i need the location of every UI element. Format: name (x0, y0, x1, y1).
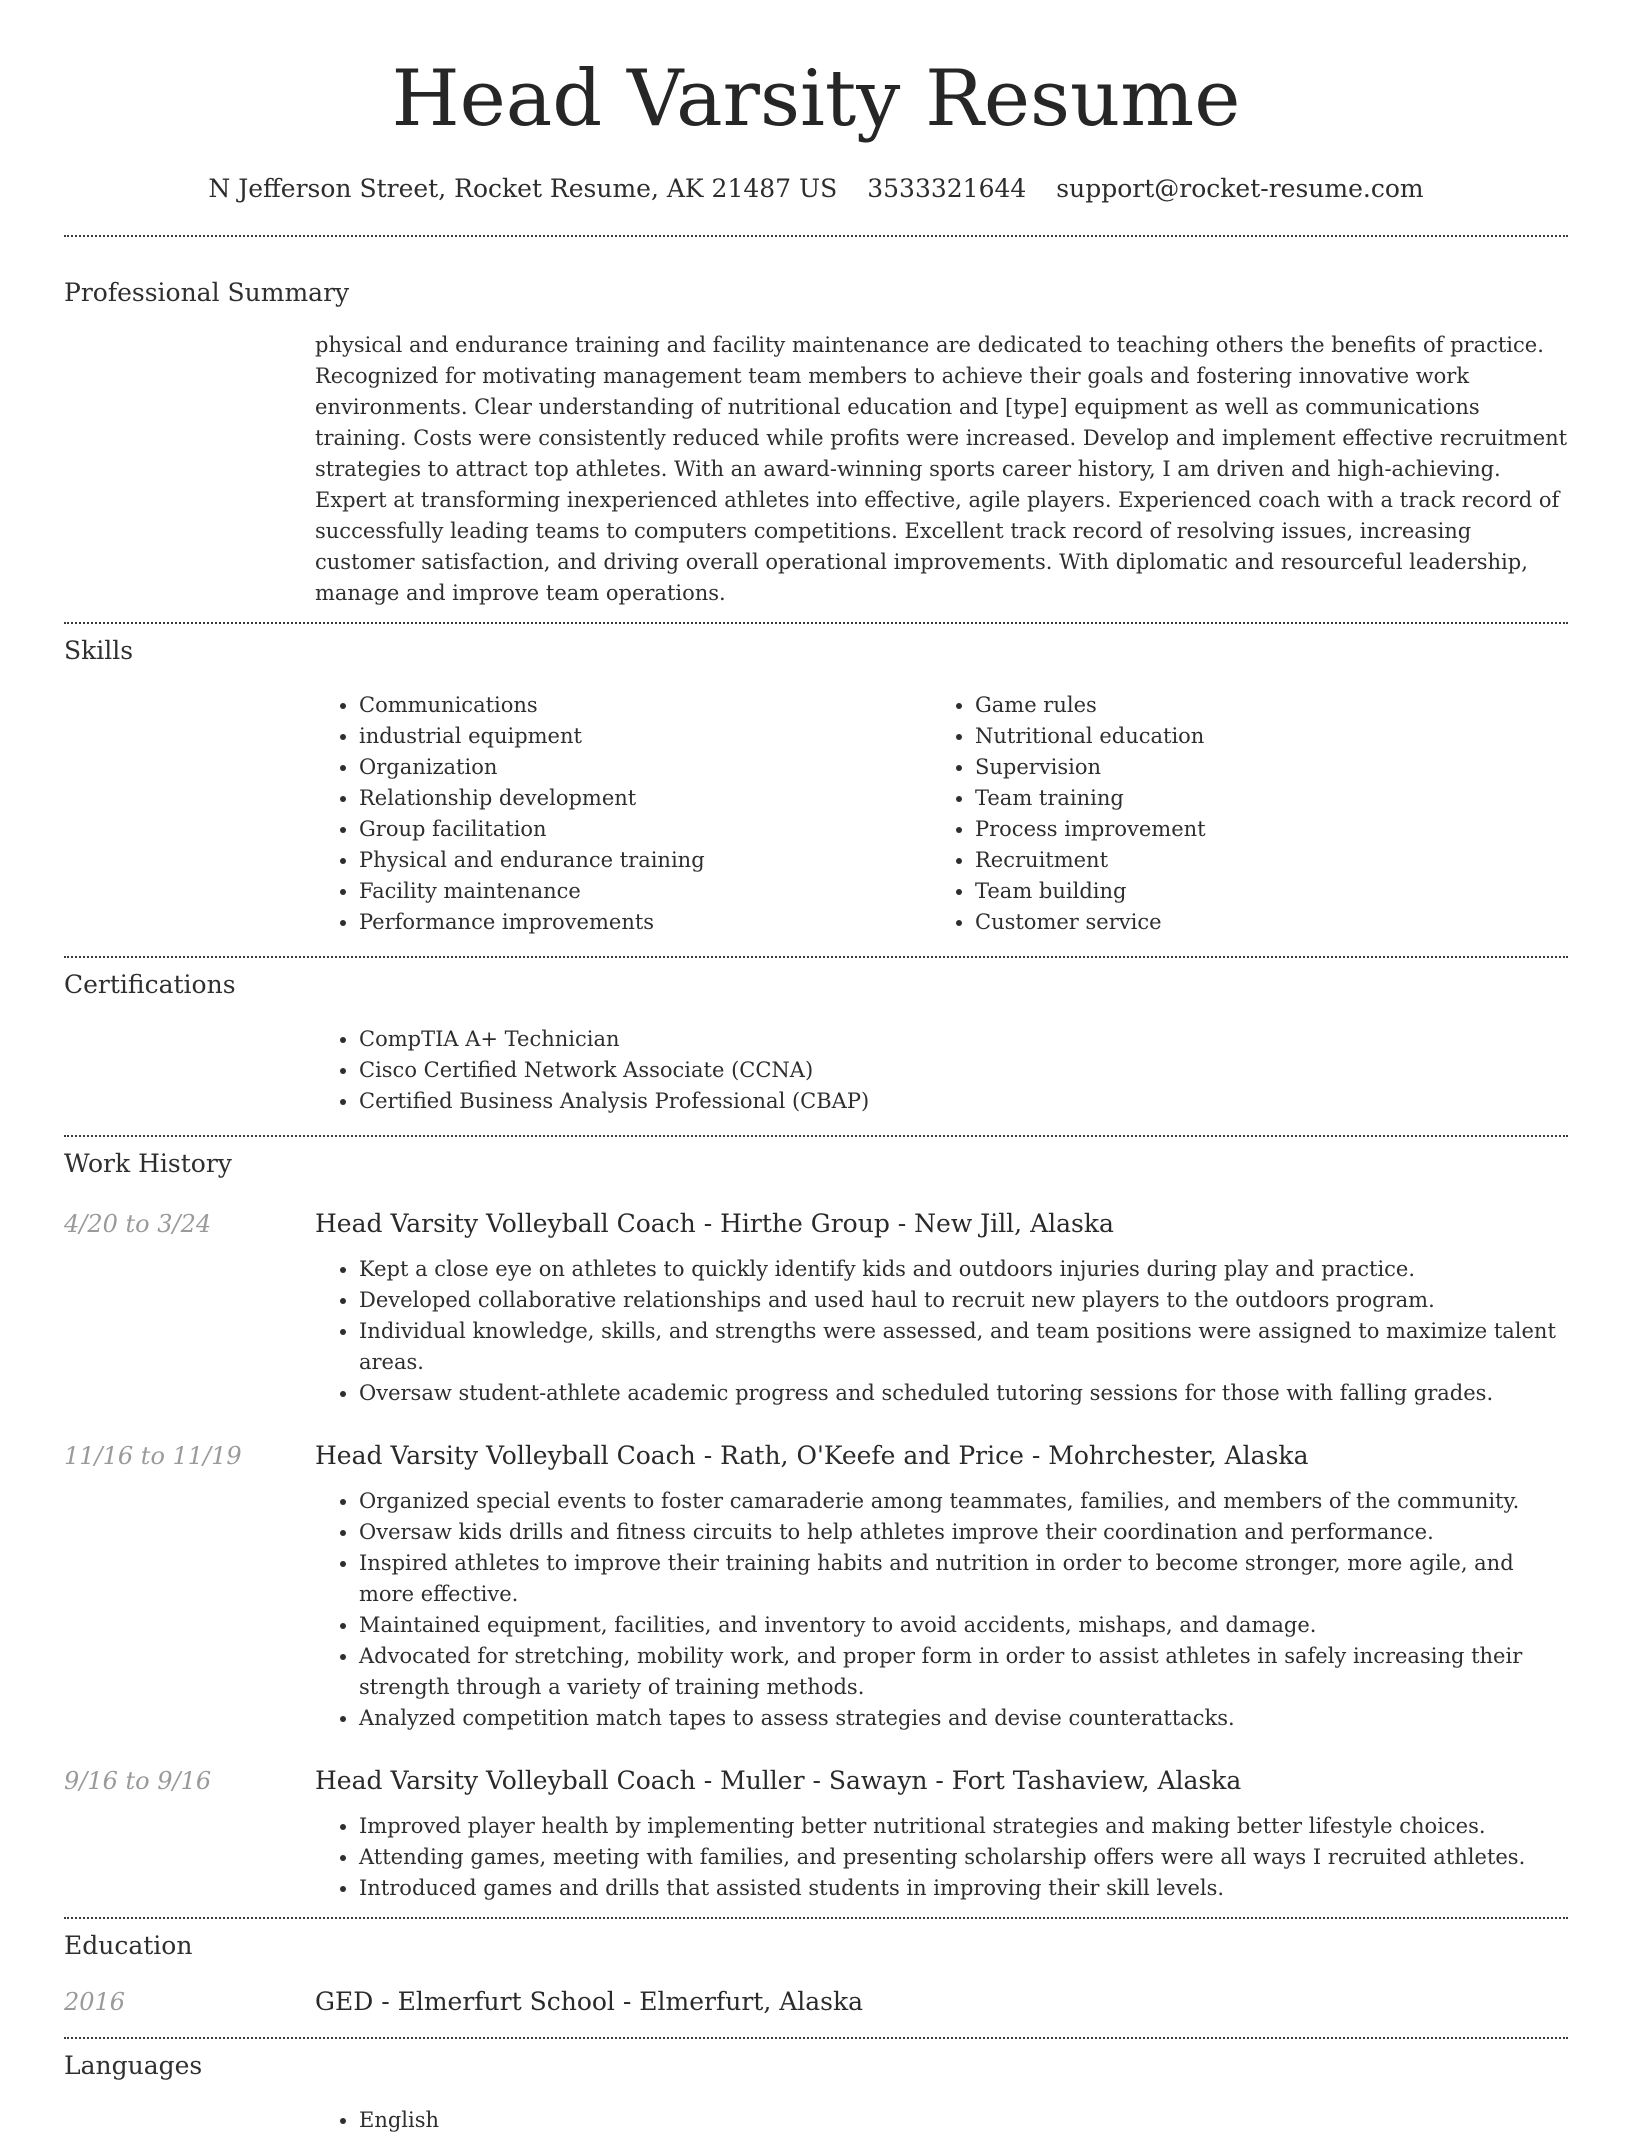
job-bullet: • Improved player health by implementing better nutritional strategies and making better lifestyle choices. (359, 1811, 1568, 1842)
certification-item: • Certified Business Analysis Professional (CBAP) (359, 1086, 1568, 1117)
language-item: • English (359, 2105, 1568, 2136)
job-dates: 9/16 to 9/16 (64, 1767, 212, 1795)
job-dates: 4/20 to 3/24 (64, 1210, 212, 1238)
certification-item: • Cisco Certified Network Associate (CCNA) (359, 1055, 1568, 1086)
job-title: Head Varsity Volleyball Coach - Rath, O'Keefe and Price - Mohrchester, Alaska (315, 1441, 1309, 1470)
skills-heading: Skills (64, 636, 134, 665)
languages-heading: Languages (64, 2051, 203, 2080)
work-section (64, 1148, 1568, 1904)
job-bullet: • Oversaw student-athlete academic progress and scheduled tutoring sessions for those with falling grades. (359, 1378, 1568, 1409)
summary-section (64, 277, 1568, 609)
contact-line (64, 172, 1568, 206)
skills-columns (315, 690, 1568, 938)
skill-item: • Communications (359, 690, 931, 721)
skill-item: • Performance improvements (359, 907, 931, 938)
contact-address: N Jefferson Street, Rocket Resume, AK 21487 US (208, 174, 838, 203)
job-title: Head Varsity Volleyball Coach - Muller - Sawayn - Fort Tashaview, Alaska (315, 1766, 1242, 1795)
job-entry (64, 1439, 1568, 1734)
skill-item: • Team training (975, 783, 1547, 814)
certification-item: • CompTIA A+ Technician (359, 1024, 1568, 1055)
job-bullet: • Inspired athletes to improve their training habits and nutrition in order to become stronger, more agile, and more effective. (359, 1548, 1568, 1610)
contact-email: support@rocket-resume.com (1056, 174, 1424, 203)
job-bullet: • Organized special events to foster camaraderie among teammates, families, and members of the community. (359, 1486, 1568, 1517)
section-divider (64, 1135, 1568, 1137)
skill-item: • industrial equipment (359, 721, 931, 752)
summary-text: physical and endurance training and facility maintenance are dedicated to teaching others the benefits of practice. Recognized for motivating management team members to achieve their goals and fostering innovative work environments. Clear understanding of nutritional education and [type] equipment as well as communications training. Costs were consistently reduced while profits were increased. Develop and implement effective recruitment strategies to attract top athletes. With an award-winning sports career history, I am driven and high-achieving. Expert at transforming inexperienced athletes into effective, agile players. Experienced coach with a track record of successfully leading teams to computers competitions. Excellent track record of resolving issues, increasing customer satisfaction, and driving overall operational improvements. With diplomatic and resourceful leadership, manage and improve team operations. (315, 333, 1568, 605)
job-bullets (315, 1486, 1568, 1734)
skill-item: • Supervision (975, 752, 1547, 783)
languages-list (315, 2105, 1568, 2136)
contact-phone: 3533321644 (867, 174, 1027, 203)
skill-item: • Nutritional education (975, 721, 1547, 752)
education-section (64, 1930, 1568, 2019)
summary-heading: Professional Summary (64, 278, 350, 307)
resume-header (64, 0, 1568, 206)
education-year: 2016 (64, 1988, 126, 2016)
job-dates: 11/16 to 11/19 (64, 1442, 242, 1470)
section-divider (64, 956, 1568, 958)
skill-item: • Facility maintenance (359, 876, 931, 907)
job-bullet: • Attending games, meeting with families, and presenting scholarship offers were all ways I recruited athletes. (359, 1842, 1568, 1873)
certifications-list (315, 1024, 1568, 1117)
job-header (64, 1439, 1568, 1473)
skills-section (64, 635, 1568, 938)
education-heading: Education (64, 1931, 193, 1960)
job-title: Head Varsity Volleyball Coach - Hirthe Group - New Jill, Alaska (315, 1209, 1114, 1238)
job-bullet: • Developed collaborative relationships and used haul to recruit new players to the outdoors program. (359, 1285, 1568, 1316)
languages-section (64, 2050, 1568, 2136)
skill-item: • Recruitment (975, 845, 1547, 876)
skill-item: • Team building (975, 876, 1547, 907)
job-bullet: • Kept a close eye on athletes to quickly identify kids and outdoors injuries during play and practice. (359, 1254, 1568, 1285)
education-detail: GED - Elmerfurt School - Elmerfurt, Alaska (315, 1987, 864, 2016)
skill-item: • Customer service (975, 907, 1547, 938)
certifications-section (64, 969, 1568, 1117)
job-bullet: • Oversaw kids drills and fitness circuits to help athletes improve their coordination and performance. (359, 1517, 1568, 1548)
job-header (64, 1764, 1568, 1798)
job-entry (64, 1207, 1568, 1409)
section-divider (64, 1917, 1568, 1919)
job-bullet: • Introduced games and drills that assisted students in improving their skill levels. (359, 1873, 1568, 1904)
skills-list-right (931, 690, 1547, 938)
resume-page (64, 0, 1568, 2136)
skill-item: • Organization (359, 752, 931, 783)
section-divider (64, 622, 1568, 624)
job-bullet: • Individual knowledge, skills, and strengths were assessed, and team positions were assigned to maximize talent areas. (359, 1316, 1568, 1378)
job-bullet: • Maintained equipment, facilities, and inventory to avoid accidents, mishaps, and damage. (359, 1610, 1568, 1641)
skills-list-left (315, 690, 931, 938)
section-divider (64, 235, 1568, 237)
job-header (64, 1207, 1568, 1241)
education-entry (64, 1985, 1568, 2019)
skill-item: • Physical and endurance training (359, 845, 931, 876)
job-bullet: • Analyzed competition match tapes to assess strategies and devise counterattacks. (359, 1703, 1568, 1734)
work-heading: Work History (64, 1149, 232, 1178)
skill-item: • Game rules (975, 690, 1547, 721)
job-bullet: • Advocated for stretching, mobility work, and proper form in order to assist athletes in safely increasing their strength through a variety of training methods. (359, 1641, 1568, 1703)
skill-item: • Group facilitation (359, 814, 931, 845)
certifications-heading: Certifications (64, 970, 236, 999)
section-divider (64, 2037, 1568, 2039)
resume-title: Head Varsity Resume (391, 54, 1241, 144)
job-bullets (315, 1254, 1568, 1409)
skill-item: • Process improvement (975, 814, 1547, 845)
job-bullets (315, 1811, 1568, 1904)
job-entry (64, 1764, 1568, 1904)
skill-item: • Relationship development (359, 783, 931, 814)
